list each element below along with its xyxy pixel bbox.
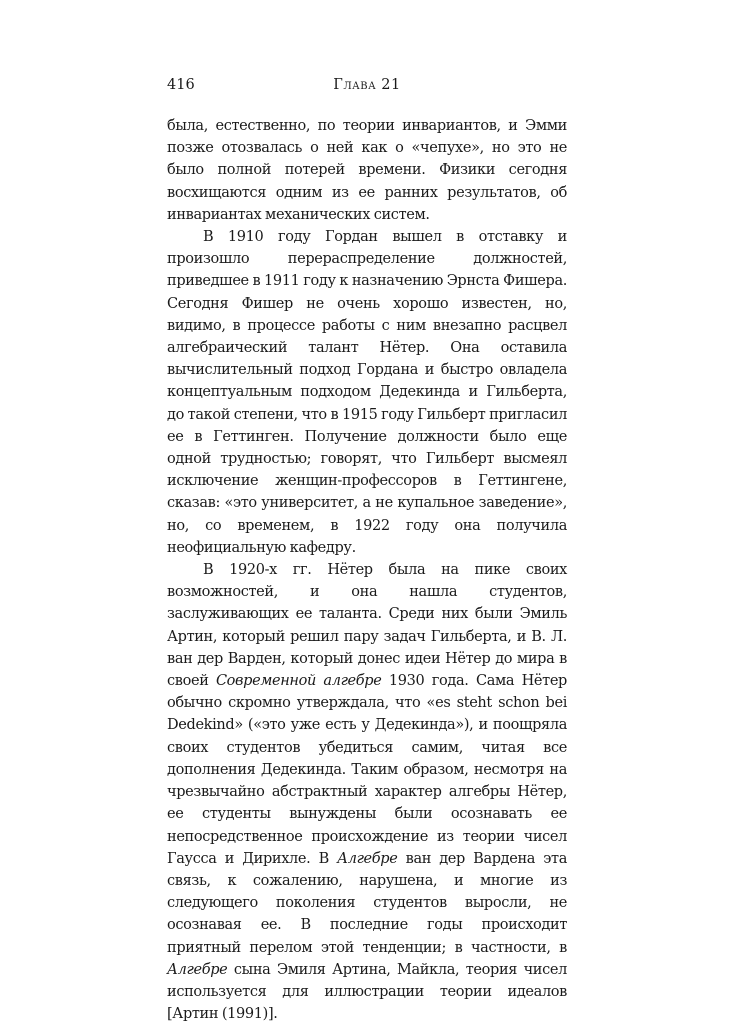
running-head [167, 77, 567, 99]
paragraph-3 [167, 559, 567, 1025]
paragraph-1 [167, 115, 567, 226]
paragraph-3-text-c: ван дер Вардена эта связь, к сожалению, нарушена, и многие из следующего поколения студентов выросли, не осознавая ее. В последние годы происходит приятный перелом этой тенденции; в частности, в [167, 850, 567, 956]
book-page [167, 77, 567, 1025]
paragraph-2 [167, 226, 567, 559]
book-title-algebra-artin: Алгебре [167, 961, 228, 978]
paragraph-2-text: В 1910 году Гордан вышел в отставку и произошло перераспределение должностей, приведшее в 1911 году к назначению Эрнста Фишера. Сегодня Фишер не очень хорошо известен, но, видимо, в процессе работы с ним внезапно расцвел алгебраический талант Нётер. Она оставила вычислительный подход Гордана и быстро овладела концептуальным подходом Дедекинда и Гильберта, до такой степени, что в 1915 году Гильберт пригласил ее в Геттинген. Получение должности было еще одной трудностью; говорят, что Гильберт высмеял исключение женщин-профессоров в Геттингене, сказав: «это университет, а не купальное заведение», но, со временем, в 1922 году она получила неофициальную кафедру. [167, 229, 567, 556]
paragraph-3-text-b: 1930 года. Сама Нётер обычно скромно утверждала, что «es steht schon bei Dedekind» («это уже есть у Дедекинда»), и поощряла своих студентов убедиться самим, читая все дополнения Дедекинда. Таким образом, несмотря на чрезвычайно абстрактный характер алгебры Нётер, ее студенты вынуждены были осознавать ее непосредственное происхождение из теории чисел Гаусса и Дирихле. В [167, 673, 567, 867]
book-title-modern-algebra: Современной алгебре [215, 673, 382, 690]
page-number: 416 [167, 77, 195, 93]
paragraph-3-text-a: В 1920-х гг. Нётер была на пике своих возможностей, и она нашла студентов, заслуживающих ее таланта. Среди них были Эмиль Артин, который решил пару задач Гильберта, и В. Л. ван дер Варден, который донес идеи Нётер до мира в своей [167, 562, 567, 690]
book-title-algebra-van-der-waerden: Алгебре [337, 850, 398, 867]
paragraph-1-text: была, естественно, по теории инвариантов, и Эмми позже отозвалась о ней как о «чепухе», но это не было полной потерей времени. Физики сегодня восхищаются одним из ее ранних результатов, об инвариантах механических систем. [167, 118, 567, 223]
chapter-title: Глава 21 [333, 77, 401, 93]
body-text [167, 115, 567, 1025]
paragraph-3-text-d: сына Эмиля Артина, Майкла, теория чисел используется для иллюстрации теории идеалов [Артин (1991)]. [167, 961, 567, 1023]
